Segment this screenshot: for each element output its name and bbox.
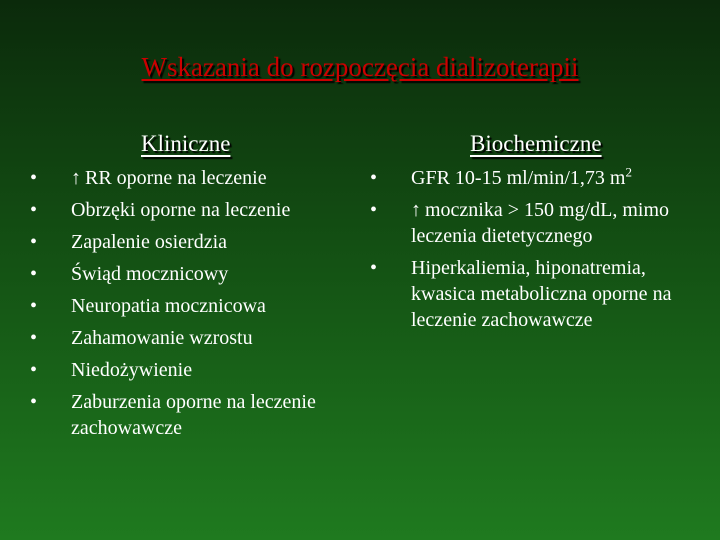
bullet-icon: • <box>30 391 38 413</box>
list-item <box>30 357 350 383</box>
heading-kliniczne: Kliniczne <box>141 131 231 156</box>
list-item <box>30 325 350 351</box>
list-item-text: Zapalenie osierdzia <box>71 231 228 253</box>
list-item <box>30 261 350 287</box>
bullet-icon: • <box>30 327 38 349</box>
list-item <box>370 197 710 249</box>
list-item-text: mocznika > 150 mg/dL, mimo leczenia dietetycznego <box>411 199 670 247</box>
list-item-text: Zahamowanie wzrostu <box>71 327 253 349</box>
bullet-icon: • <box>30 263 38 285</box>
list-item-text: Neuropatia mocznicowa <box>71 295 266 317</box>
list-item-text: Obrzęki oporne na leczenie <box>71 199 291 221</box>
list-item <box>370 255 710 333</box>
list-item-text: Świąd mocznicowy <box>71 263 229 285</box>
slide-title: Wskazania do rozpoczęcia dializoterapii <box>141 52 579 82</box>
list-item <box>30 293 350 319</box>
list-item-text: Zaburzenia oporne na leczenie zachowawcze <box>71 391 316 439</box>
list-item-text: GFR 10-15 ml/min/1,73 m <box>411 167 626 189</box>
bullet-icon: • <box>30 359 38 381</box>
bullet-icon: • <box>30 199 38 221</box>
list-biochemiczne <box>370 165 710 339</box>
bullet-icon: • <box>30 295 38 317</box>
superscript: 2 <box>625 164 632 180</box>
list-kliniczne <box>30 165 350 447</box>
list-item <box>30 197 350 223</box>
arrow-up-icon: ↑ <box>411 199 421 221</box>
list-item-text: Niedożywienie <box>71 359 193 381</box>
bullet-icon: • <box>30 231 38 253</box>
list-item <box>30 389 350 441</box>
bullet-icon: • <box>370 257 378 279</box>
list-item <box>370 165 710 191</box>
bullet-icon: • <box>370 199 378 221</box>
list-item-text: Hiperkaliemia, hiponatremia, kwasica metaboliczna oporne na leczenie zachowawcze <box>411 257 672 331</box>
bullet-icon: • <box>370 167 378 189</box>
bullet-icon: • <box>30 167 38 189</box>
list-item <box>30 229 350 255</box>
list-item <box>30 165 350 191</box>
list-item-text: RR oporne na leczenie <box>85 167 267 189</box>
heading-biochemiczne: Biochemiczne <box>470 131 602 156</box>
arrow-up-icon: ↑ <box>71 167 81 189</box>
